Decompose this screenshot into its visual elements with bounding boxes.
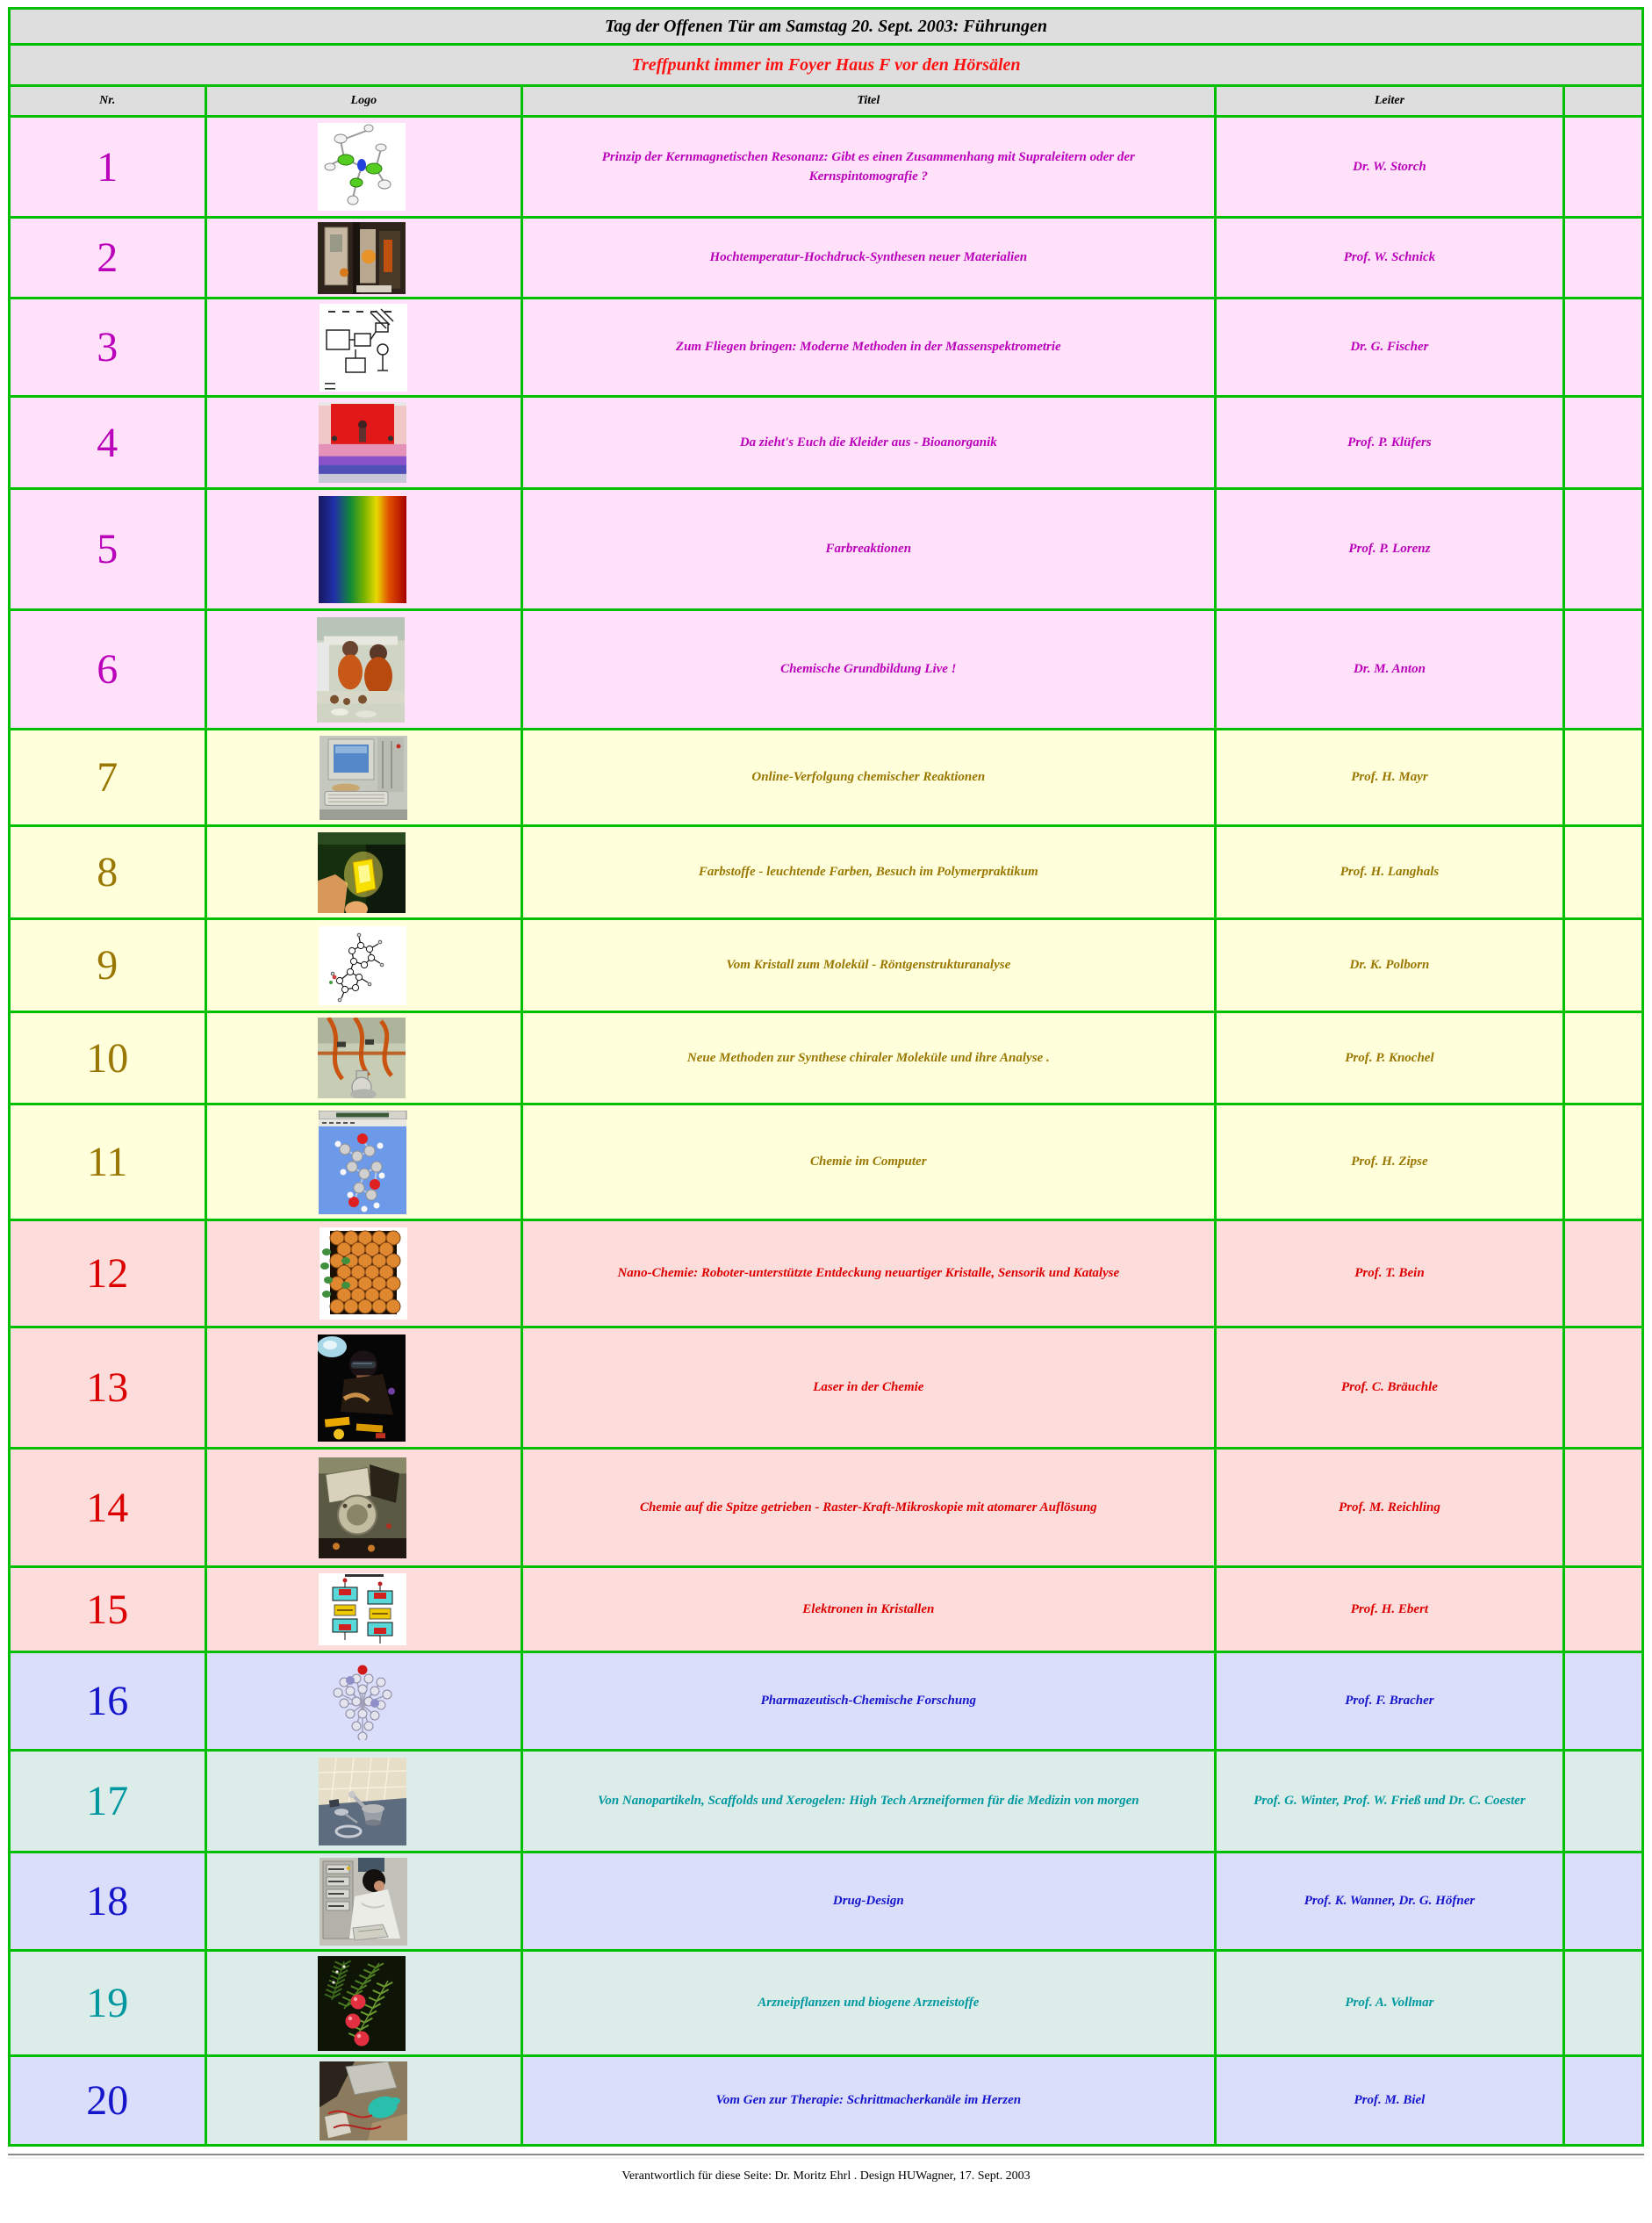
electron-band-diagram-icon [319, 1573, 409, 1645]
spacer-cell [1564, 117, 1643, 218]
column-header-row [10, 86, 1643, 117]
subtitle-row [10, 45, 1643, 86]
spacer-cell [1564, 397, 1643, 489]
row-number: 18 [10, 1852, 206, 1951]
mass-spectrometer-schematic [320, 304, 407, 392]
col-header-leiter: Leiter [1215, 86, 1564, 117]
leiter-cell: Dr. K. Polborn [1215, 919, 1564, 1012]
table-row [10, 1012, 1643, 1104]
spacer-cell [1564, 1852, 1643, 1951]
row-number: 14 [10, 1449, 206, 1567]
row-number: 3 [10, 299, 206, 397]
spacer-cell [1564, 1567, 1643, 1652]
spacer-cell [1564, 299, 1643, 397]
logo-cell [205, 730, 522, 826]
title-cell: Chemie auf die Spitze getrieben - Raster-Kraft-Mikroskopie mit atomarer Auflösung [522, 1449, 1216, 1567]
leiter-cell: Prof. P. Lorenz [1215, 489, 1564, 610]
logo-cell [205, 919, 522, 1012]
table-row [10, 1951, 1643, 2056]
row-number: 11 [10, 1104, 206, 1220]
table-row [10, 1652, 1643, 1751]
row-number: 15 [10, 1567, 206, 1652]
leiter-cell: Dr. G. Fischer [1215, 299, 1564, 397]
logo-cell [205, 826, 522, 919]
title-cell: Pharmazeutisch-Chemische Forschung [522, 1652, 1216, 1751]
reaction-monitor-photo [320, 736, 407, 820]
title-cell: Farbreaktionen [522, 489, 1216, 610]
row-number: 4 [10, 397, 206, 489]
title-cell: Elektronen in Kristallen [522, 1567, 1216, 1652]
logo-cell [205, 299, 522, 397]
leiter-cell: Prof. P. Knochel [1215, 1012, 1564, 1104]
table-row [10, 730, 1643, 826]
title-cell: Hochtemperatur-Hochdruck-Synthesen neuer Materialien [522, 218, 1216, 299]
row-number: 7 [10, 730, 206, 826]
col-header-logo: Logo [205, 86, 522, 117]
title-cell: Nano-Chemie: Roboter-unterstützte Entdeckung neuartiger Kristalle, Sensorik und Katalyse [522, 1220, 1216, 1327]
title-cell: Da zieht's Euch die Kleider aus - Bioanorganik [522, 397, 1216, 489]
spacer-cell [1564, 1951, 1643, 2056]
fluorescent-dye-sample-photo [318, 832, 410, 913]
logo-cell [205, 1951, 522, 2056]
spacer-cell [1564, 2056, 1643, 2146]
leiter-cell: Prof. H. Zipse [1215, 1104, 1564, 1220]
leiter-cell: Prof. H. Mayr [1215, 730, 1564, 826]
title-cell: Von Nanopartikeln, Scaffolds und Xerogelen: High Tech Arzneiformen für die Medizin von morgen [522, 1751, 1216, 1852]
table-row [10, 1751, 1643, 1852]
medicinal-plant-photo [318, 1956, 409, 2051]
row-number: 5 [10, 489, 206, 610]
spacer-cell [1564, 218, 1643, 299]
footer-credit: Verantwortlich für diese Seite: Dr. Moritz Ehrl . Design HUWagner, 17. Sept. 2003 [621, 2169, 1031, 2183]
leiter-cell: Prof. C. Bräuchle [1215, 1327, 1564, 1449]
spacer-cell [1564, 1751, 1643, 1852]
logo-cell [205, 1751, 522, 1852]
gene-therapy-lab-photo [320, 2061, 407, 2140]
title-cell: Vom Gen zur Therapie: Schrittmacherkanäle im Herzen [522, 2056, 1216, 2146]
leiter-cell: Prof. M. Reichling [1215, 1449, 1564, 1567]
nanoporous-crystal-model-icon [320, 1227, 407, 1320]
leiter-cell: Dr. W. Storch [1215, 117, 1564, 218]
row-number: 2 [10, 218, 206, 299]
page-title: Tag der Offenen Tür am Samstag 20. Sept. 2003: Führungen [10, 9, 1643, 45]
spacer-cell [1564, 1220, 1643, 1327]
table-row [10, 299, 1643, 397]
row-number: 17 [10, 1751, 206, 1852]
row-number: 9 [10, 919, 206, 1012]
nmr-molecule-model-icon [318, 123, 410, 211]
leiter-cell: Prof. K. Wanner, Dr. G. Höfner [1215, 1852, 1564, 1951]
title-cell: Farbstoffe - leuchtende Farben, Besuch im Polymerpraktikum [522, 826, 1216, 919]
table-row [10, 919, 1643, 1012]
logo-cell [205, 1567, 522, 1652]
row-number: 8 [10, 826, 206, 919]
fuehrungen-table [8, 7, 1644, 2147]
logo-cell [205, 2056, 522, 2146]
table-row [10, 610, 1643, 730]
row-number: 12 [10, 1220, 206, 1327]
title-cell: Chemische Grundbildung Live ! [522, 610, 1216, 730]
logo-cell [205, 1327, 522, 1449]
logo-cell [205, 1852, 522, 1951]
synthesis-glassware-photo [318, 1018, 410, 1098]
table-row [10, 1449, 1643, 1567]
spacer-cell [1564, 1449, 1643, 1567]
table-row [10, 1220, 1643, 1327]
leiter-cell: Prof. G. Winter, Prof. W. Frieß und Dr. C. Coester [1215, 1751, 1564, 1852]
spacer-cell [1564, 919, 1643, 1012]
table-row [10, 1852, 1643, 1951]
drug-design-workstation-photo [320, 1858, 407, 1946]
logo-cell [205, 1012, 522, 1104]
leiter-cell: Prof. T. Bein [1215, 1220, 1564, 1327]
leiter-cell: Prof. H. Ebert [1215, 1567, 1564, 1652]
title-cell: Chemie im Computer [522, 1104, 1216, 1220]
leiter-cell: Prof. H. Langhals [1215, 826, 1564, 919]
title-cell: Neue Methoden zur Synthese chiraler Moleküle und ihre Analyse . [522, 1012, 1216, 1104]
spacer-cell [1564, 1652, 1643, 1751]
logo-cell [205, 489, 522, 610]
table-row [10, 2056, 1643, 2146]
row-number: 16 [10, 1652, 206, 1751]
spacer-cell [1564, 730, 1643, 826]
leiter-cell: Prof. W. Schnick [1215, 218, 1564, 299]
leiter-cell: Dr. M. Anton [1215, 610, 1564, 730]
logo-cell [205, 610, 522, 730]
table-row [10, 489, 1643, 610]
table-row [10, 1104, 1643, 1220]
bioinorganic-demo-photo [319, 402, 409, 483]
title-cell: Online-Verfolgung chemischer Reaktionen [522, 730, 1216, 826]
afm-microscope-photo [319, 1457, 409, 1558]
title-cell: Prinzip der Kernmagnetischen Resonanz: Gibt es einen Zusammenhang mit Supraleitern oder der Kernspintomografie ? [522, 117, 1216, 218]
spacer-cell [1564, 489, 1643, 610]
spacer-cell [1564, 610, 1643, 730]
logo-cell [205, 117, 522, 218]
logo-cell [205, 1652, 522, 1751]
logo-cell [205, 397, 522, 489]
page-subtitle: Treffpunkt immer im Foyer Haus F vor den Hörsälen [10, 45, 1643, 86]
horizontal-rule [8, 2154, 1644, 2159]
leiter-cell: Prof. M. Biel [1215, 2056, 1564, 2146]
col-header-spacer [1564, 86, 1643, 117]
crystal-structure-ortep-icon [319, 926, 409, 1005]
laser-lab-photo [318, 1335, 410, 1442]
logo-cell [205, 1104, 522, 1220]
spacer-cell [1564, 1327, 1643, 1449]
leiter-cell: Prof. F. Bracher [1215, 1652, 1564, 1751]
pharmaceutical-tools-photo [319, 1758, 409, 1845]
table-row [10, 826, 1643, 919]
table-row [10, 397, 1643, 489]
table-row [10, 117, 1643, 218]
col-header-titel: Titel [522, 86, 1216, 117]
title-cell: Zum Fliegen bringen: Moderne Methoden in der Massenspektrometrie [522, 299, 1216, 397]
row-number: 6 [10, 610, 206, 730]
rainbow-spectrum-image [319, 496, 409, 603]
leiter-cell: Prof. P. Klüfers [1215, 397, 1564, 489]
spacer-cell [1564, 1104, 1643, 1220]
table-row [10, 218, 1643, 299]
row-number: 13 [10, 1327, 206, 1449]
main-title-row [10, 9, 1643, 45]
molecule-computer-screenshot [319, 1111, 409, 1214]
row-number: 10 [10, 1012, 206, 1104]
row-number: 20 [10, 2056, 206, 2146]
row-number: 1 [10, 117, 206, 218]
logo-cell [205, 1449, 522, 1567]
table-row [10, 1327, 1643, 1449]
chemistry-class-photo [317, 617, 411, 723]
high-pressure-lab-photo [318, 222, 410, 294]
pharma-molecule-model-icon [320, 1663, 407, 1740]
title-cell: Vom Kristall zum Molekül - Röntgenstrukturanalyse [522, 919, 1216, 1012]
table-row [10, 1567, 1643, 1652]
row-number: 19 [10, 1951, 206, 2056]
spacer-cell [1564, 826, 1643, 919]
leiter-cell: Prof. A. Vollmar [1215, 1951, 1564, 2056]
col-header-nr: Nr. [10, 86, 206, 117]
logo-cell [205, 218, 522, 299]
title-cell: Arzneipflanzen und biogene Arzneistoffe [522, 1951, 1216, 2056]
title-cell: Drug-Design [522, 1852, 1216, 1951]
logo-cell [205, 1220, 522, 1327]
title-cell: Laser in der Chemie [522, 1327, 1216, 1449]
spacer-cell [1564, 1012, 1643, 1104]
